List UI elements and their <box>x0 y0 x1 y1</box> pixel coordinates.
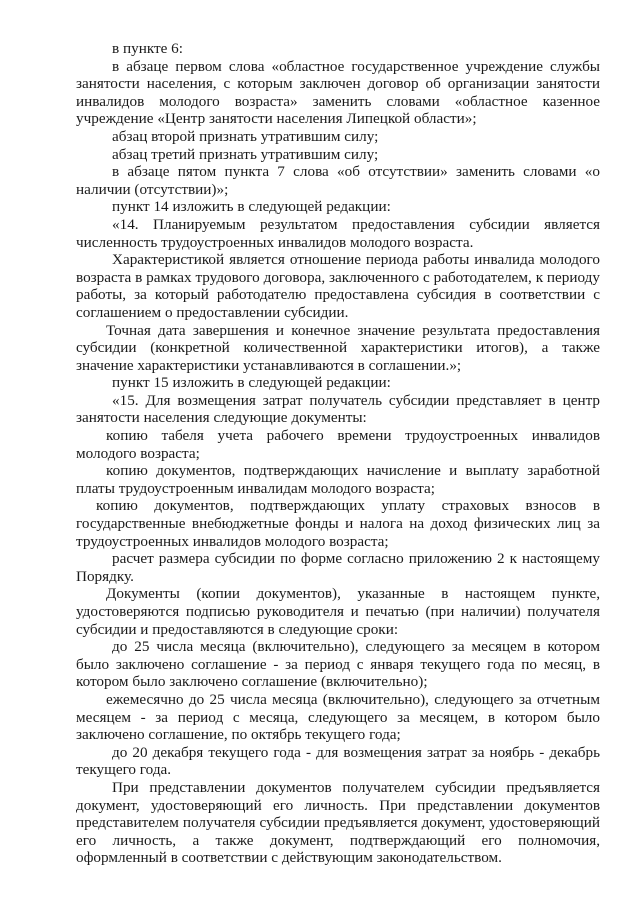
paragraph-1: в абзаце первом слова «областное государственное учреждение службы занятости населения, с которым заключен договор об организации занятости инвалидов молодого возраста» заменить словами «областное казенное учреждение «Центр занятости населения Липецкой области»; <box>76 57 600 128</box>
document-body <box>76 40 600 867</box>
paragraph-0: в пункте 6: <box>112 40 183 57</box>
paragraph-4: в абзаце пятом пункта 7 слова «об отсутствии» заменить словами «о наличии (отсутствии)»; <box>76 163 600 198</box>
paragraph-7: Характеристикой является отношение периода работы инвалида молодого возраста в рамках трудового договора, заключенного с работодателем, к периоду работы, за который работодателю предоставлена субсидия в соответствии с соглашением о предоставлении субсидии. <box>76 251 600 321</box>
paragraph-11: копию табеля учета рабочего времени трудоустроенных инвалидов молодого возраста; <box>76 427 600 462</box>
paragraph-13: копию документов, подтверждающих уплату страховых взносов в государственные внебюджетные фонды и налога на доход физических лиц за трудоустроенных инвалидов молодого возраста; <box>76 497 600 550</box>
paragraph-18: до 20 декабря текущего года - для возмещения затрат за ноябрь - декабрь текущего года. <box>76 743 600 779</box>
paragraph-5: пункт 14 изложить в следующей редакции: <box>112 198 391 216</box>
paragraph-17: ежемесячно до 25 числа месяца (включительно), следующего за отчетным месяцем - за период с месяца, следующего за месяцем, в котором было заключено соглашение, по октябрь текущего года; <box>76 690 600 744</box>
paragraph-12: копию документов, подтверждающих начисление и выплату заработной платы трудоустроенным инвалидам молодого возраста; <box>76 462 600 497</box>
paragraph-8: Точная дата завершения и конечное значение результата предоставления субсидии (конкретной количественной характеристики итогов), а также значение характеристики устанавливаются в соглашении.»; <box>76 321 600 374</box>
paragraph-2: абзац второй признать утратившим силу; <box>112 127 379 145</box>
paragraph-16: до 25 числа месяца (включительно), следующего за месяцем в котором было заключено соглашение - за период с января текущего года по месяц, в котором было заключено соглашение (включительно); <box>76 638 600 691</box>
paragraph-6: «14. Планируемым результатом предоставления субсидии является численность трудоустроенных инвалидов молодого возраста. <box>76 215 600 251</box>
paragraph-14: расчет размера субсидии по форме согласно приложению 2 к настоящему Порядку. <box>76 550 600 585</box>
paragraph-9: пункт 15 изложить в следующей редакции: <box>112 374 391 392</box>
paragraph-10: «15. Для возмещения затрат получатель субсидии представляет в центр занятости населения следующие документы: <box>76 391 600 427</box>
paragraph-15: Документы (копии документов), указанные в настоящем пункте, удостоверяются подписью руководителя и печатью (при наличии) получателя субсидии и предоставляются в следующие сроки: <box>76 585 600 638</box>
paragraph-19: При представлении документов получателем субсидии предъявляется документ, удостоверяющий его личность. При представлении документов представителем получателя субсидии предъявляется документ, удостоверяющий его личность, а также документ, подтверждающий его полномочия, оформленный в соответствии с действующим законодательством. <box>76 778 600 867</box>
paragraph-3: абзац третий признать утратившим силу; <box>112 145 379 163</box>
